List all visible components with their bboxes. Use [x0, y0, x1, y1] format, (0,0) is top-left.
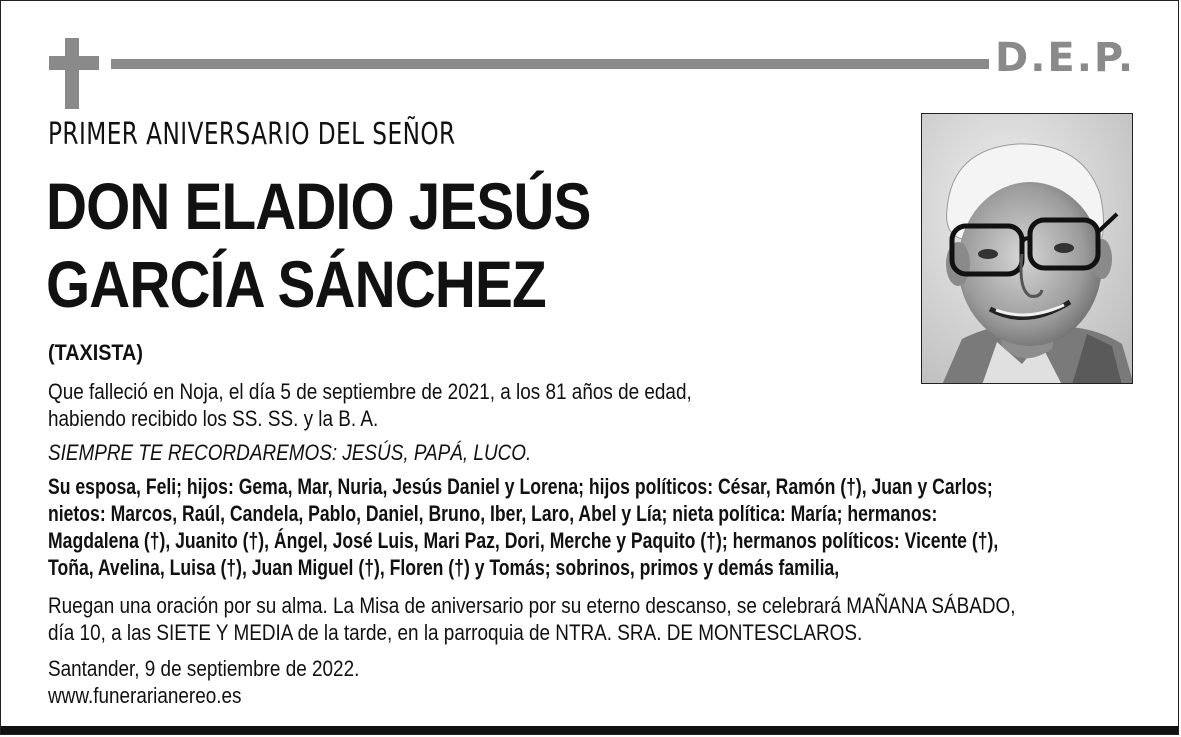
subtitle: PRIMER ANIVERSARIO DEL SEÑOR [48, 117, 456, 152]
website-link[interactable]: www.funerarianereo.es [48, 683, 242, 708]
deceased-name-line1: DON ELADIO JESÚS [46, 169, 591, 243]
deceased-name-line2: GARCÍA SÁNCHEZ [46, 247, 546, 321]
cross-icon-bar [49, 56, 99, 70]
text-line: día 10, a las SIETE Y MEDIA de la tarde, en la parroquia de NTRA. SRA. DE MONTESCLAROS. [48, 620, 863, 645]
bottom-border [1, 726, 1178, 734]
memory-phrase: SIEMPRE TE RECORDAREMOS: JESÚS, PAPÁ, LUCO. [48, 440, 532, 465]
dep-label: D.E.P. [995, 35, 1136, 81]
text-line: Magdalena (†), Juanito (†), Ángel, José Luis, Mari Paz, Dori, Merche y Paquito (†); hermanos políticos: Vicente (†), [48, 528, 999, 553]
family-list [48, 473, 998, 581]
closing [48, 655, 359, 709]
profession: (TAXISTA) [48, 340, 143, 365]
cross-icon [65, 38, 79, 109]
text-line: nietos: Marcos, Raúl, Candela, Pablo, Daniel, Bruno, Iber, Laro, Abel y Lía; nieta política: María; hermanos: [48, 501, 938, 526]
text-line: Su esposa, Feli; hijos: Gema, Mar, Nuria, Jesús Daniel y Lorena; hijos políticos: César, Ramón (†), Juan y Carlos; [48, 474, 993, 499]
prayer-announcement [48, 592, 1016, 646]
place-date: Santander, 9 de septiembre de 2022. [48, 656, 360, 681]
text-line: Ruegan una oración por su alma. La Misa de aniversario por su eterno descanso, se celebrará MAÑANA SÁBADO, [48, 593, 1016, 618]
text-line: Que falleció en Noja, el día 5 de septiembre de 2021, a los 81 años de edad, [48, 379, 692, 404]
header-rule [111, 59, 989, 69]
text-line: Toña, Avelina, Luisa (†), Juan Miguel (†), Floren (†) y Tomás; sobrinos, primos y demás familia, [48, 555, 840, 580]
passed-away-text [48, 378, 692, 432]
text-line: habiendo recibido los SS. SS. y la B. A. [48, 406, 379, 431]
portrait-photo [921, 113, 1133, 384]
portrait-image [922, 114, 1133, 384]
